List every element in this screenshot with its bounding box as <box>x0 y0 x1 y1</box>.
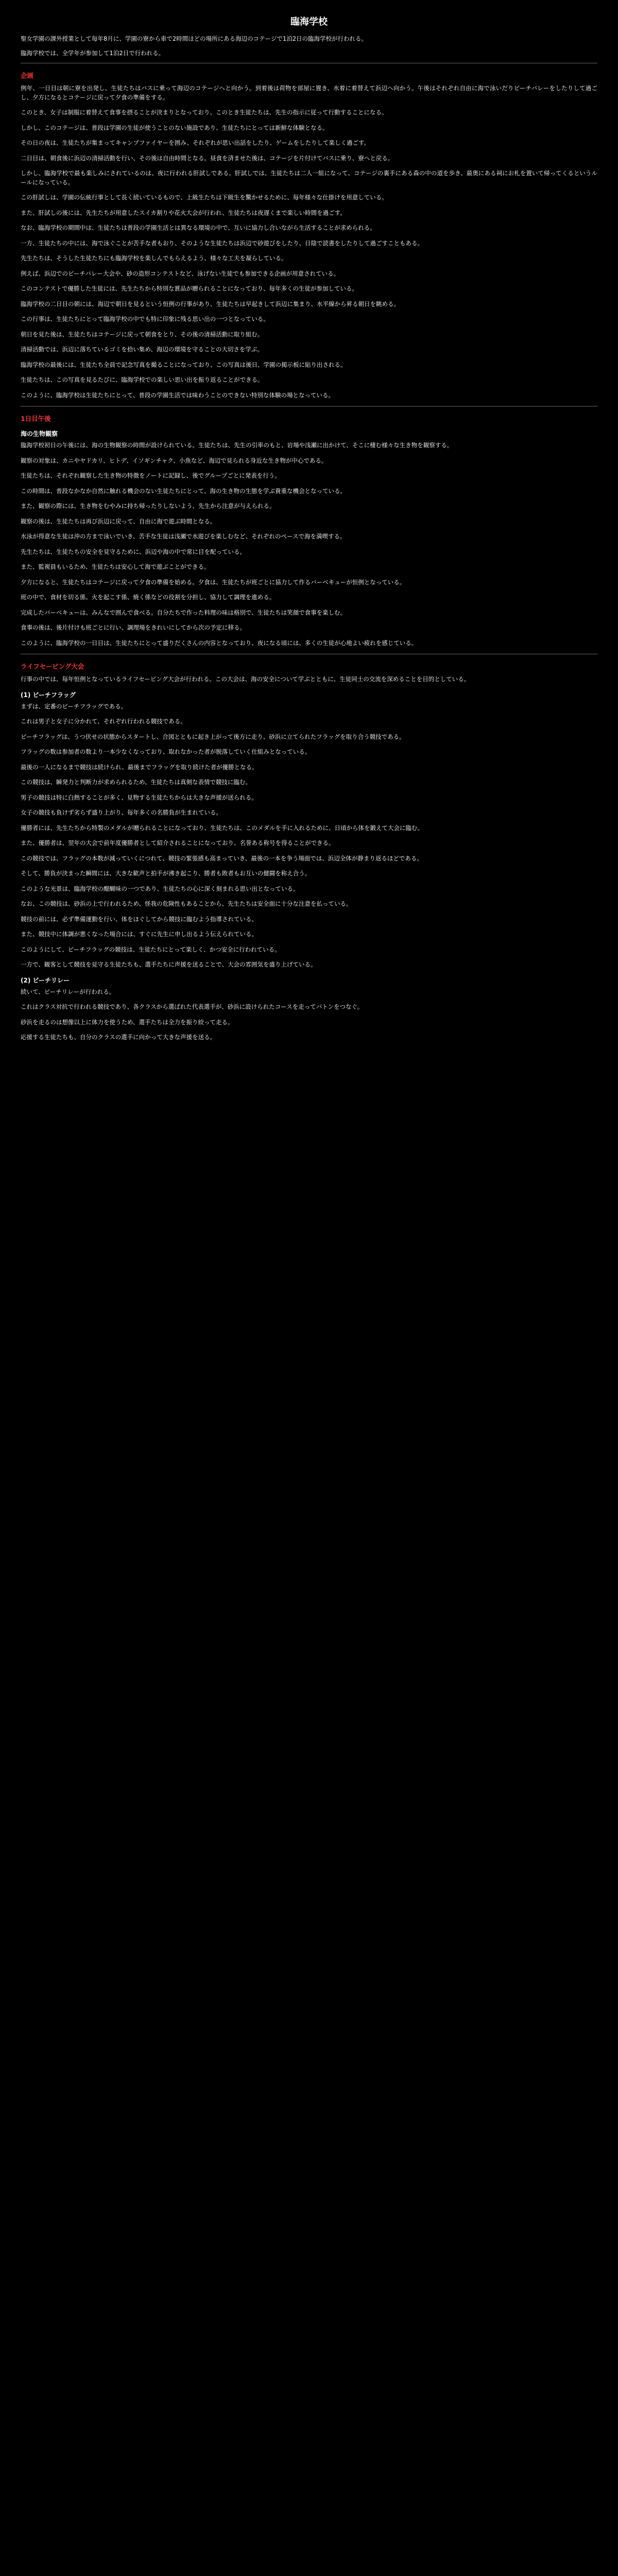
paragraph: 先生たちは、そうした生徒たちにも臨海学校を楽しんでもらえるよう、様々な工夫を凝らしている。 <box>21 255 287 262</box>
section-heading: 企画 <box>21 72 34 79</box>
intro <box>21 34 597 63</box>
paragraph: 一方で、観客として競技を見守る生徒たちも、選手たちに声援を送ることで、大会の雰囲気を盛り上げている。 <box>21 961 317 968</box>
paragraph: 例えば、浜辺でのビーチバレー大会や、砂の造形コンテストなど、泳げない生徒でも参加できる企画が用意されている。 <box>21 269 340 277</box>
paragraph: 完成したバーベキューは、みんなで囲んで食べる。自分たちで作った料理の味は格別で、生徒たちは笑顔で食事を楽しむ。 <box>21 608 347 616</box>
paragraph: その日の夜は、生徒たちが集まってキャンプファイヤーを囲み、それぞれが思い出話をしたり、ゲームをしたりして楽しく過ごす。 <box>21 139 370 146</box>
paragraph: しかし、臨海学校で最も楽しみにされているのは、夜に行われる肝試しである。肝試しでは、生徒たちは二人一組になって、コテージの裏手にある森の中の道を歩き、最奥にある祠にお札を置いて帰ってくるというルールになっている。 <box>21 170 597 186</box>
paragraph: このように、臨海学校は生徒たちにとって、普段の学園生活では味わうことのできない特別な体験の場となっている。 <box>21 391 335 399</box>
paragraph: 応援する生徒たちも、自分のクラスの選手に向かって大きな声援を送る。 <box>21 1033 216 1041</box>
paragraph: また、競技中に体調が悪くなった場合には、すぐに先生に申し出るよう伝えられている。 <box>21 930 258 938</box>
paragraph: 観察の対象は、カニやヤドカリ、ヒトデ、イソギンチャク、小魚など、海辺で見られる身近な生き物が中心である。 <box>21 456 328 464</box>
paragraph: 続いて、ビーチリレーが行われる。 <box>21 988 115 995</box>
paragraph: 女子の競技も負けず劣らず盛り上がり、毎年多くの名勝負が生まれている。 <box>21 809 222 816</box>
paragraph: 例年、一日目は朝に寮を出発し、生徒たちはバスに乗って海辺のコテージへと向かう。到着後は荷物を部屋に置き、水着に着替えて浜辺へ向かう。午後はそれぞれ自由に海で泳いだりビーチバレーをしたりして過ごし、夕方になるとコテージに戻って夕食の準備をする。 <box>21 84 597 101</box>
paragraph: そして、勝負が決まった瞬間には、大きな歓声と拍手が沸き起こり、勝者も敗者もお互いの健闘を称え合う。 <box>21 870 311 877</box>
paragraph: これは男子と女子に分かれて、それぞれ行われる競技である。 <box>21 718 186 725</box>
paragraph: このコンテストで優勝した生徒には、先生たちから特別な賞品が贈られることになっており、毎年多くの生徒が参加している。 <box>21 285 358 292</box>
paragraph: これはクラス対抗で行われる競技であり、各クラスから選ばれた代表選手が、砂浜に設けられたコースを走ってバトンをつなぐ。 <box>21 1003 364 1010</box>
subsection-heading: (1) ビーチフラッグ <box>21 691 76 699</box>
section <box>21 361 597 407</box>
paragraph: このように、臨海学校の一日目は、生徒たちにとって盛りだくさんの内容となっており、夜になる頃には、多くの生徒が心地よい疲れを感じている。 <box>21 639 418 647</box>
subsection-heading: (2) ビーチリレー <box>21 976 70 984</box>
paragraph: 最後の一人になるまで競技は続けられ、最後までフラッグを取り続けた者が優勝となる。 <box>21 763 258 771</box>
section-heading: ライフセービング大会 <box>21 663 84 670</box>
intro-line: 聖女学園の課外授業として毎年8月に、学園の寮から車で2時間ほどの場所にある海辺のコテージで1泊2日の臨海学校が行われる。 <box>21 35 368 42</box>
intro-line: 臨海学校では、全学年が参加して1泊2日で行われる。 <box>21 49 165 57</box>
paragraph: しかし、このコテージは、普段は学園の生徒が使うことのない施設であり、生徒たちにとっては新鮮な体験となる。 <box>21 124 329 131</box>
document-body <box>21 71 597 1042</box>
paragraph: このような光景は、臨海学校の醍醐味の一つであり、生徒たちの心に深く刻まれる思い出となっている。 <box>21 885 299 892</box>
section <box>21 71 597 163</box>
paragraph: 優勝者には、先生たちから特製のメダルが贈られることになっており、生徒たちは、このメダルを手に入れるために、日頃から体を鍛えて大会に臨む。 <box>21 824 423 832</box>
paragraph: この時間は、普段なかなか自然に触れる機会のない生徒たちにとって、海の生き物の生態を学ぶ貴重な機会となっている。 <box>21 487 347 495</box>
paragraph: 朝日を見た後は、生徒たちはコテージに戻って朝食をとり、その後の清掃活動に取り組む。 <box>21 330 264 338</box>
paragraph: この競技は、瞬発力と判断力が求められるため、生徒たちは真剣な表情で競技に臨む。 <box>21 778 252 786</box>
paragraph: 臨海学校の最後には、生徒たち全員で記念写真を撮ることになっており、この写真は後日、学園の掲示板に貼り出される。 <box>21 361 347 368</box>
paragraph: なお、臨海学校の期間中は、生徒たちは普段の学園生活とは異なる環境の中で、互いに協力し合いながら生活することが求められる。 <box>21 224 376 231</box>
paragraph: 食事の後は、後片付けも班ごとに行い、調理場をきれいにしてから次の予定に移る。 <box>21 624 246 631</box>
section <box>21 169 597 233</box>
paragraph: この肝試しは、学園の伝統行事として長く続いているもので、上級生たちは下級生を驚かせるために、毎年様々な仕掛けを用意している。 <box>21 194 388 201</box>
section <box>21 662 597 1042</box>
paragraph: 臨海学校の二日目の朝には、海辺で朝日を見るという恒例の行事があり、生徒たちは早起きして浜辺に集まり、水平線から昇る朝日を眺める。 <box>21 300 400 308</box>
paragraph: 先生たちは、生徒たちの安全を見守るために、浜辺や海の中で常に目を配っている。 <box>21 548 246 555</box>
paragraph: 行事の中では、毎年恒例となっているライフセービング大会が行われる。この大会は、海の安全について学ぶとともに、生徒同士の交流を深めることを目的としている。 <box>21 675 470 683</box>
paragraph: 水泳が得意な生徒は沖の方まで泳いでいき、苦手な生徒は浅瀬で水遊びを楽しむなど、それぞれのペースで海を満喫する。 <box>21 533 346 540</box>
paragraph: 観察の後は、生徒たちは再び浜辺に戻って、自由に海で遊ぶ時間となる。 <box>21 517 216 525</box>
section <box>21 300 597 354</box>
paragraph: この行事は、生徒たちにとって臨海学校の中でも特に印象に残る思い出の一つとなっている。 <box>21 315 269 323</box>
paragraph: 臨海学校初日の午後には、海の生物観察の時間が設けられている。生徒たちは、先生の引率のもと、岩場や浅瀬に出かけて、そこに棲む様々な生き物を観察する。 <box>21 442 453 449</box>
paragraph: 一方、生徒たちの中には、海で泳ぐことが苦手な者もおり、そのような生徒たちは浜辺で砂遊びをしたり、日陰で読書をしたりして過ごすこともある。 <box>21 239 423 247</box>
paragraph: 生徒たちは、この写真を見るたびに、臨海学校での楽しい思い出を振り返ることができる。 <box>21 376 264 383</box>
paragraph: 生徒たちは、それぞれ観察した生き物の特徴をノートに記録し、後でグループごとに発表を行う。 <box>21 472 281 479</box>
paragraph: まずは、定番のビーチフラッグである。 <box>21 702 127 710</box>
paragraph: この競技では、フラッグの本数が減っていくにつれて、競技の緊張感も高まっていき、最後の一本を争う場面では、浜辺全体が静まり返るほどである。 <box>21 854 423 862</box>
paragraph: 清掃活動では、浜辺に落ちているゴミを拾い集め、海辺の環境を守ることの大切さを学ぶ。 <box>21 346 264 353</box>
paragraph: また、監視員もいるため、生徒たちは安心して海で遊ぶことができる。 <box>21 563 210 570</box>
paragraph: また、観察の際には、生き物をむやみに持ち帰ったりしないよう、先生から注意が与えられる。 <box>21 502 276 510</box>
paragraph: このようにして、ビーチフラッグの競技は、生徒たちにとって楽しく、かつ安全に行われている。 <box>21 945 281 953</box>
paragraph: 男子の競技は特に白熱することが多く、見物する生徒たちからは大きな声援が送られる。 <box>21 793 258 801</box>
section <box>21 239 597 294</box>
paragraph: 夕方になると、生徒たちはコテージに戻って夕食の準備を始める。夕食は、生徒たちが班ごとに協力して作るバーベキューが恒例となっている。 <box>21 578 406 586</box>
paragraph: 班の中で、食材を切る係、火を起こす係、焼く係などの役割を分担し、協力して調理を進める。 <box>21 594 276 601</box>
paragraph: ビーチフラッグは、うつ伏せの状態からスタートし、合図とともに起き上がって後方に走り、砂浜に立てられたフラッグを取り合う競技である。 <box>21 733 405 740</box>
paragraph: また、肝試しの後には、先生たちが用意したスイカ割りや花火大会が行われ、生徒たちは夜遅くまで楽しい時間を過ごす。 <box>21 209 346 216</box>
subsection-heading: 海の生物観察 <box>21 430 58 437</box>
section-heading: 1日目午後 <box>21 415 51 422</box>
paragraph: なお、この競技は、砂浜の上で行われるため、怪我の危険性もあることから、先生たちは安全面に十分な注意を払っている。 <box>21 900 352 907</box>
paragraph: 二日目は、朝食後に浜辺の清掃活動を行い、その後は自由時間となる。昼食を済ませた後は、コテージを片付けてバスに乗り、寮へと戻る。 <box>21 154 394 162</box>
paragraph: 競技の前には、必ず準備運動を行い、体をほぐしてから競技に臨むよう指導されている。 <box>21 915 258 923</box>
paragraph: また、優勝者は、翌年の大会で前年度優勝者として紹介されることになっており、名誉ある称号を得ることができる。 <box>21 839 335 846</box>
paragraph: フラッグの数は参加者の数より一本少なくなっており、取れなかった者が脱落していく仕組みとなっている。 <box>21 748 311 755</box>
section <box>21 414 597 654</box>
paragraph: 砂浜を走るのは想像以上に体力を使うため、選手たちは全力を振り絞って走る。 <box>21 1018 234 1026</box>
paragraph: このとき、女子は制服に着替えて食事を摂ることが決まりとなっており、このとき生徒たちは、先生の指示に従って行動することになる。 <box>21 109 388 116</box>
page-title: 臨海学校 <box>290 16 328 27</box>
